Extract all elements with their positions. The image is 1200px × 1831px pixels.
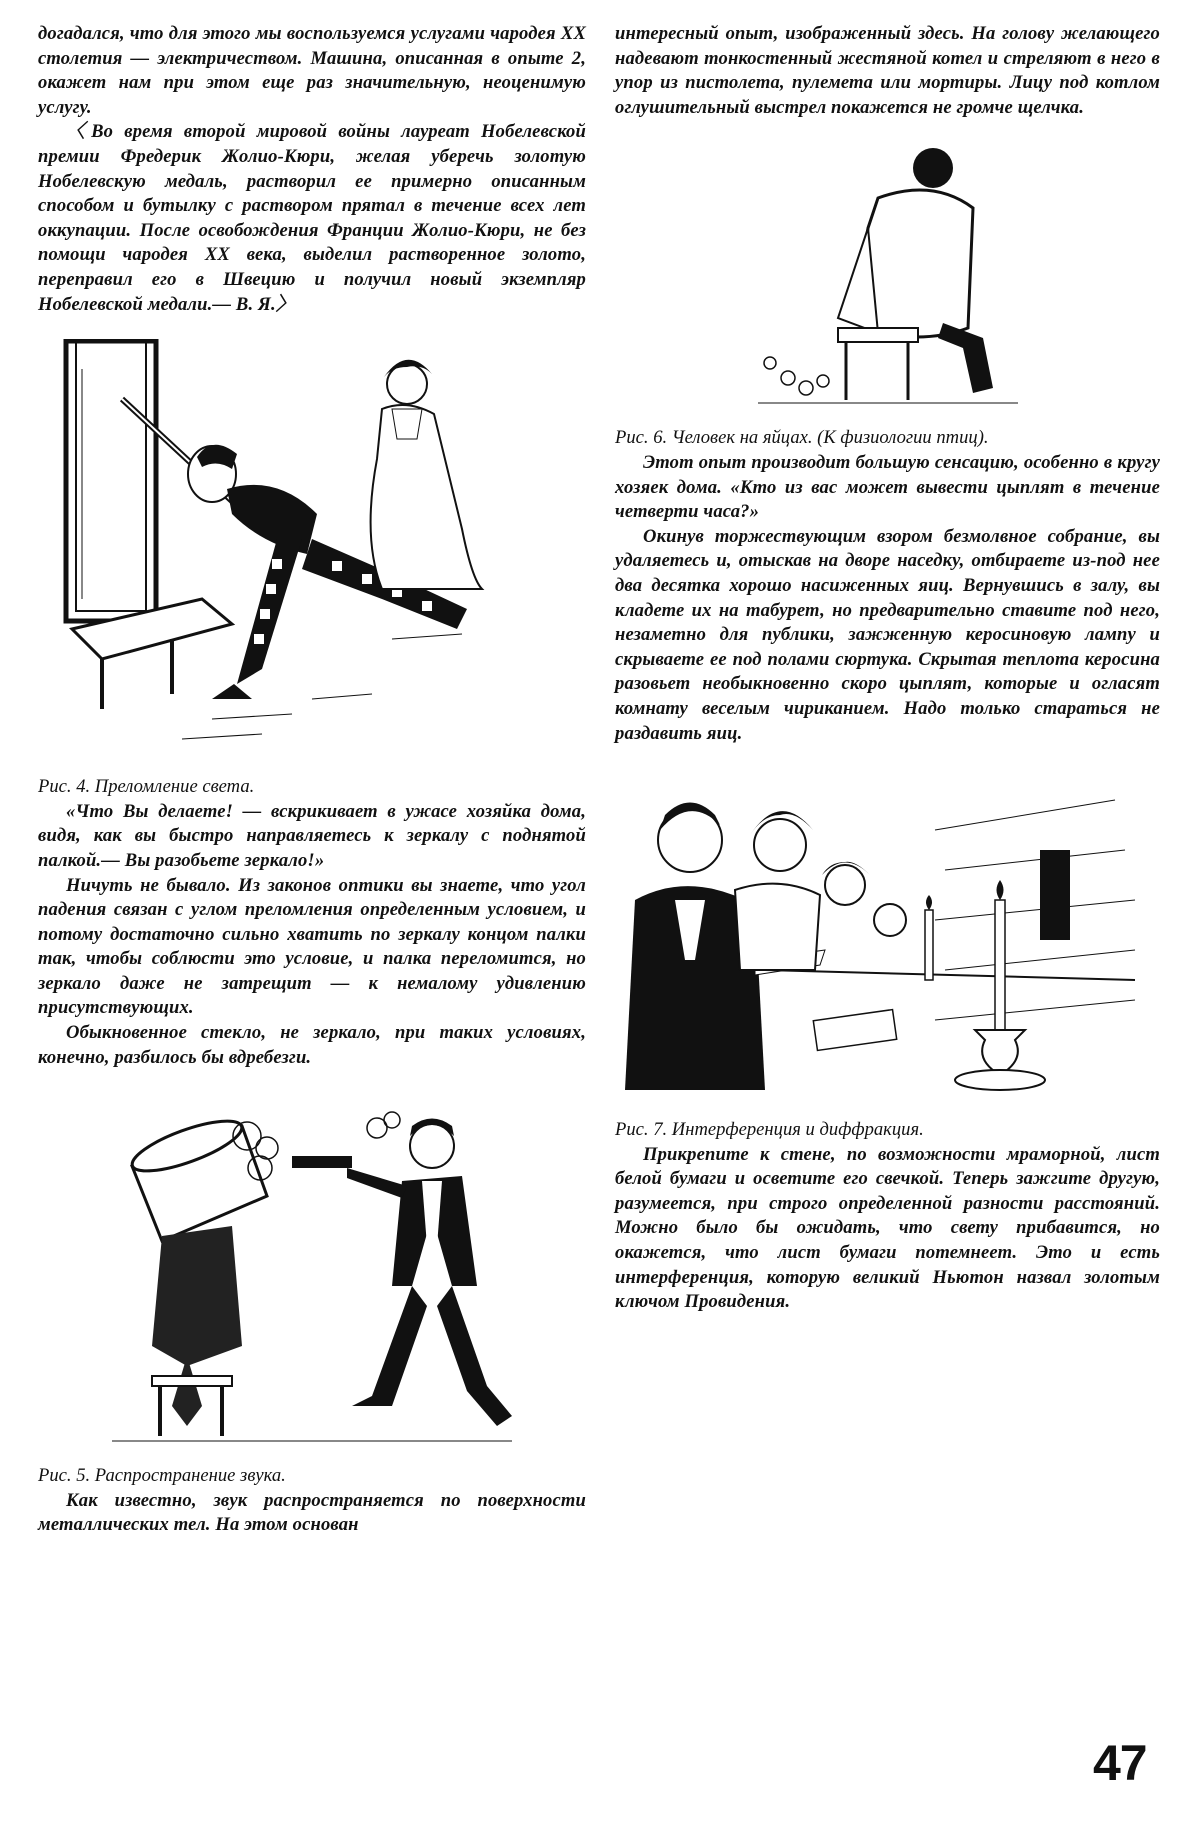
fig4-paragraph-1: «Что Вы делаете! — вскрикивает в ужасе хозяйка дома, видя, как вы быстро направляетесь к зеркалу с поднятой палкой.— Вы разобьете зеркало!» <box>38 800 586 871</box>
chicks <box>764 357 829 395</box>
man-on-eggs-illustration <box>758 138 1018 420</box>
editor-note: 〈Во время второй мировой войны лауреат Нобелевской премии Фредерик Жолио-Кюри, желая уберечь золотую Нобелевскую медаль, растворил ее примерно описанным способом и бутылку с раствором прятал в течение всех лет оккупации. После освобождения Франции Жолио-Кюри, не без помощи чародея XX века, выделил растворенное золото, переправил его в Швецию и получил новый экземпляр Нобелевской медали.— В. Я.〉 <box>38 121 586 315</box>
fig7-paragraph: Прикрепите к стене, по возможности мраморной, лист белой бумаги и осветите его свечкой. Теперь зажгите другую, разумеется, при строго определенной разности расстояний. Можно было бы ожидать, что свету прибавится, но окажется, что лист бумаги потемнеет. Это и есть интерференция, которую великий Ньютон назвал золотым ключом Провидения. <box>615 1143 1160 1313</box>
right-column <box>615 22 1160 1315</box>
figure-5-illustration <box>38 1106 586 1456</box>
refraction-illustration <box>62 339 562 769</box>
fig5-paragraph: Как известно, звук распространяется по поверхности металлических тел. На этом основан <box>38 1489 586 1536</box>
figure-4-caption: Рис. 4. Преломление света. <box>38 776 255 798</box>
intro-paragraph-right: интересный опыт, изображенный здесь. На голову желающего надевают тонкостенный жестяной котел и стреляют в него в упор из пистолета, пулемета или мортиры. Лицу под котлом оглушительный выстрел покажется не громче щелчка. <box>615 23 1160 118</box>
intro-paragraph-left: догадался, что для этого мы воспользуемся услугами чародея XX столетия — электричеством. Машина, описанная в опыте 2, окажет нам при этом еще раз значительную, неоценимую услугу. <box>38 23 586 118</box>
figure-6-illustration <box>615 138 1160 420</box>
figure-7-illustration <box>615 790 1160 1110</box>
page-number: 47 <box>1093 1735 1147 1791</box>
figure-7-caption: Рис. 7. Интерференция и диффракция. <box>615 1119 924 1141</box>
fig6-paragraph-1: Этот опыт производит большую сенсацию, особенно в кругу хозяек дома. «Кто из вас может вывести цыплят в течение четверти часа?» <box>615 451 1160 523</box>
fig4-paragraph-2: Ничуть не бывало. Из законов оптики вы знаете, что угол падения связан с углом преломления определенным условием, и потому достаточно сильно хватить по зеркалу концом палки так, чтобы соблюсти это условие, и палка переломится, но зеркало даже не затрещит — к немалому удивлению присутствующих. <box>38 874 586 1019</box>
figure-4-illustration <box>38 339 586 769</box>
interference-illustration <box>615 790 1160 1110</box>
sound-illustration <box>92 1106 532 1456</box>
left-column <box>38 22 586 1538</box>
figure-6-caption: Рис. 6. Человек на яйцах. (К физиологии птиц). <box>615 427 989 449</box>
fig4-paragraph-3: Обыкновенное стекло, не зеркало, при таких условиях, конечно, разбилось бы вдребезги. <box>38 1022 586 1068</box>
fig6-paragraph-2: Окинув торжествующим взором безмолвное собрание, вы удаляетесь и, отыскав на дворе наседку, отбираете из-под нее два десятка хорошо насиженных яиц. Вернувшись в залу, вы кладете их на табурет, но предварительно ставите под него, незаметно для публики, зажженную керосиновую лампу и скрываете ее под полами сюртука. Скрытая теплота керосина разовьет необыкновенно скоро цыплят, которые и огласят комнату веселым чириканием. Надо только стараться не раздавить яиц. <box>615 525 1160 744</box>
figure-5-caption: Рис. 5. Распространение звука. <box>38 1465 286 1487</box>
